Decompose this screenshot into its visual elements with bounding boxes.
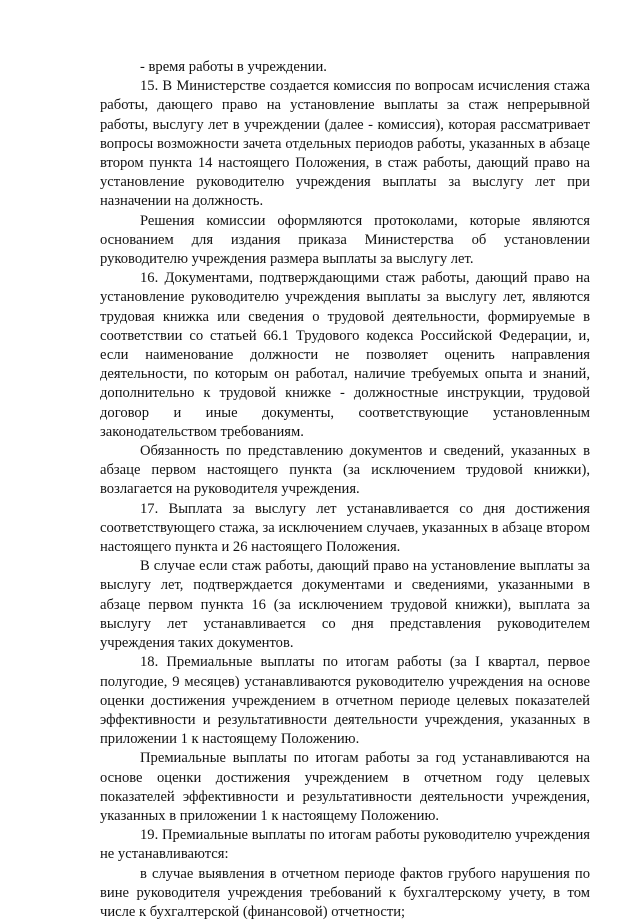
paragraph-documents-obligation: Обязанность по представлению документов и сведений, указанных в абзаце первом настоящего пункта (за исключением трудовой книжки), возлагается на руководителя учреждения.	[100, 443, 590, 498]
paragraph-seniority-confirmation: В случае если стаж работы, дающий право на установление выплаты за выслугу лет, подтверждается документами и сведениями, указанными в абзаце первом пункта 16 (за исключением трудовой книжки), выплата за выслугу лет устанавливается со дня представления руководителем учреждения таких документов.	[100, 558, 590, 652]
paragraph-item-15: 15. В Министерстве создается комиссия по вопросам исчисления стажа работы, дающего право на установление выплаты за стаж непрерывной работы, выслугу лет в учреждении (далее - комиссия), которая рассматривает вопросы возможности зачета отдельных периодов работы, указанных в абзаце втором пункта 14 настоящего Положения, в стаж работы, дающий право на установление руководителю учреждения выплаты за выслугу лет при назначении на должность.	[100, 78, 590, 210]
paragraph-work-time: - время работы в учреждении.	[140, 59, 327, 75]
paragraph-annual-bonus: Премиальные выплаты по итогам работы за год устанавливаются на основе оценки достижения учреждением в отчетном году целевых показателей эффективности и результативности деятельности учреждения, указанных в приложении 1 к настоящему Положению.	[100, 750, 590, 824]
paragraph-item-17: 17. Выплата за выслугу лет устанавливается со дня достижения соответствующего стажа, за исключением случаев, указанных в абзаце втором настоящего пункта и 26 настоящего Положения.	[100, 500, 590, 556]
paragraph-item-19: 19. Премиальные выплаты по итогам работы руководителю учреждения не устанавливаются:	[100, 827, 590, 863]
paragraph-item-16: 16. Документами, подтверждающими стаж работы, дающий право на установление руководителю учреждения выплаты за выслугу лет, являются трудовая книжка или сведения о трудовой деятельности, формируемые в соответствии со статьей 66.1 Трудового кодекса Российской Федерации, и, если наименование должности не позволяет оценить направления деятельности, по которым он работал, наличие требуемых опыта и знаний, дополнительно к трудовой книжке - должностные инструкции, трудовой договор и иные документы, соответствующие установленным законодательством требованиям.	[100, 270, 590, 440]
paragraph-violation-case: в случае выявления в отчетном периоде фактов грубого нарушения по вине руководителя учреждения требований к бухгалтерскому учету, в том числе к бухгалтерской (финансовой) отчетности;	[100, 865, 590, 920]
paragraph-item-18: 18. Премиальные выплаты по итогам работы (за I квартал, первое полугодие, 9 месяцев) устанавливаются руководителю учреждения на основе оценки достижения учреждением в отчетном периоде целевых показателей эффективности и результативности деятельности учреждения, указанных в приложении 1 к настоящему Положению.	[100, 654, 590, 748]
document-page	[100, 58, 590, 922]
paragraph-commission-decisions: Решения комиссии оформляются протоколами, которые являются основанием для издания приказа Министерства об установлении руководителю учреждения размера выплаты за выслугу лет.	[100, 212, 590, 268]
